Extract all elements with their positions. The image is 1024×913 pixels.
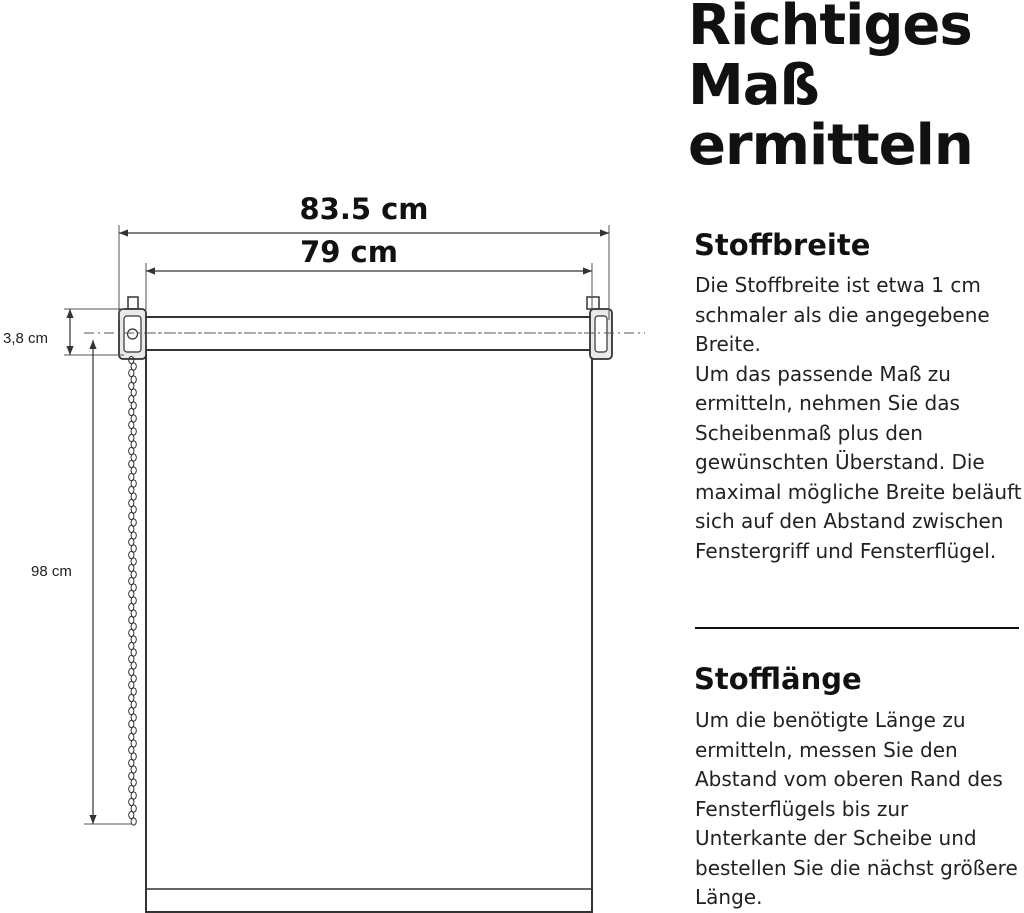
pull-chain	[129, 356, 137, 825]
offset-label: 3,8 cm	[3, 330, 49, 347]
title-line-1: Richtiges	[688, 0, 972, 58]
section-title-width: Stoffbreite	[694, 228, 871, 262]
section-divider	[695, 627, 1019, 629]
title-line-3: ermitteln	[688, 113, 973, 178]
section-text-length: Um die benötigte Länge zu ermitteln, messen Sie den Abstand vom oberen Rand des Fensterflügels bis zur Unterkante der Scheibe und bestellen Sie die nächst größere Länge.	[695, 708, 1018, 909]
fabric-panel	[146, 350, 592, 912]
section-text-width: Die Stoffbreite ist etwa 1 cm schmaler als die angegebene Breite. Um das passende Maß zu ermitteln, nehmen Sie das Scheibenmaß plus den gewünschten Überstand. Die maximal mögliche Breite beläuft sich auf den Abstand zwischen Fenstergriff und Fensterflügel.	[695, 273, 1022, 563]
page-title	[688, 0, 973, 176]
left-bracket	[119, 297, 146, 359]
length-label: 98 cm	[31, 563, 72, 580]
width-fabric-label: 79 cm	[300, 235, 398, 269]
right-bracket	[587, 297, 612, 359]
section-title-length: Stofflänge	[694, 662, 862, 696]
title-line-2: Maß	[688, 53, 819, 118]
width-outer-label: 83.5 cm	[299, 192, 429, 226]
